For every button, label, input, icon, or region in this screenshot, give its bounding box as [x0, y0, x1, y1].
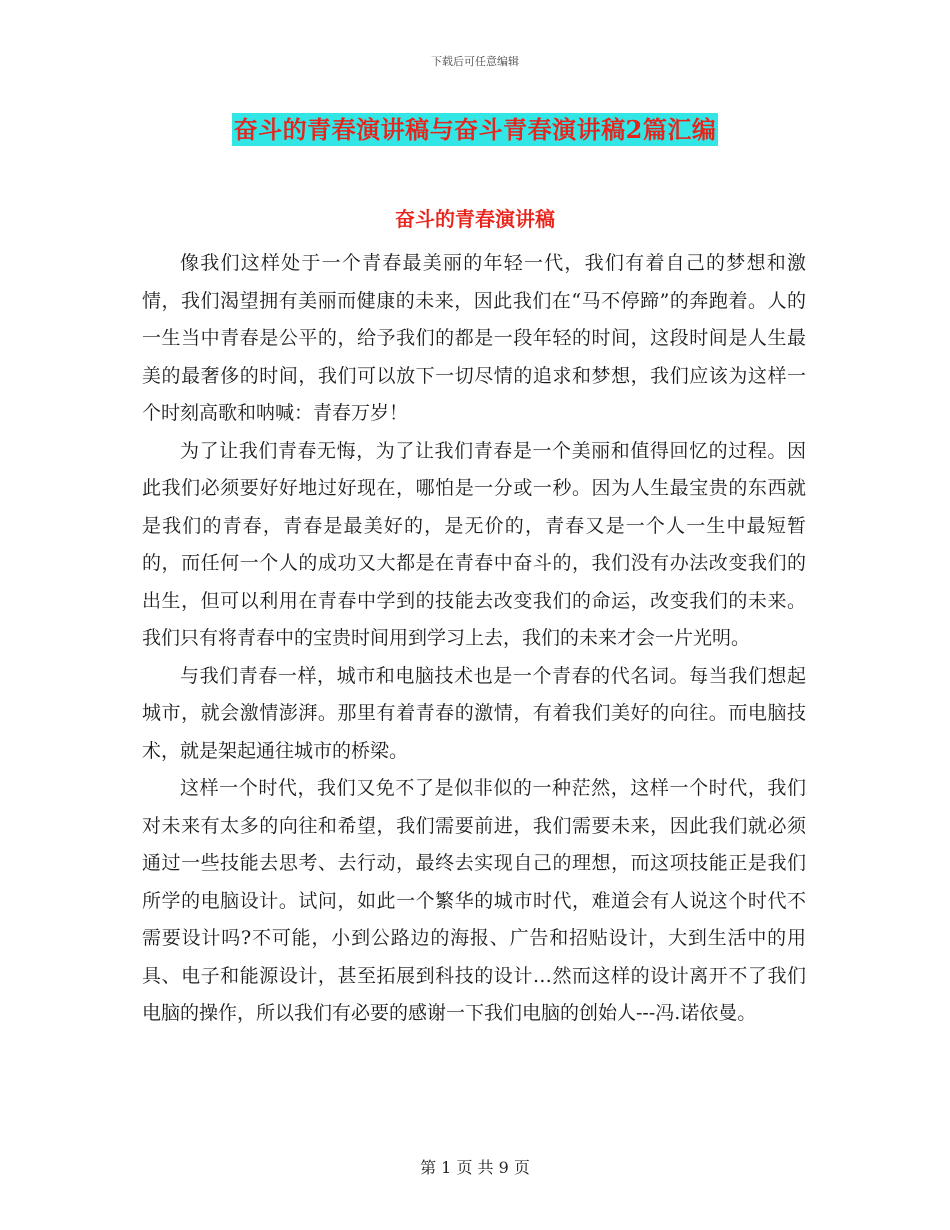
paragraph: 为了让我们青春无悔，为了让我们青春是一个美丽和值得回忆的过程。因此我们必须要好好地过好现在，哪怕是一分或一秒。因为人生最宝贵的东西就是我们的青春，青春是最美好的，是无价的，青春又是一个人一生中最短暂的，而任何一个人的成功又大都是在青春中奋斗的，我们没有办法改变我们的出生，但可以利用在青春中学到的技能去改变我们的命运，改变我们的未来。我们只有将青春中的宝贵时间用到学习上去，我们的未来才会一片光明。 [142, 439, 806, 649]
document-title [0, 110, 950, 145]
paragraph: 像我们这样处于一个青春最美丽的年轻一代，我们有着自己的梦想和激情，我们渴望拥有美丽而健康的未来，因此我们在“马不停蹄”的奔跑着。人的一生当中青春是公平的，给予我们的都是一段年轻的时间，这段时间是人生最美的最奢侈的时间，我们可以放下一切尽情的追求和梦想，我们应该为这样一个时刻高歌和呐喊：青春万岁！ [142, 252, 806, 424]
section-title: 奋斗的青春演讲稿 [395, 207, 555, 231]
page-footer: 第 1 页 共 9 页 [420, 1158, 530, 1177]
paragraph: 与我们青春一样，城市和电脑技术也是一个青春的代名词。每当我们想起城市，就会激情澎湃。那里有着青春的激情，有着我们美好的向往。而电脑技术，就是架起通往城市的桥梁。 [142, 664, 806, 762]
paragraph: 这样一个时代，我们又免不了是似非似的一种茫然，这样一个时代，我们对未来有太多的向往和希望，我们需要前进，我们需要未来，因此我们就必须通过一些技能去思考、去行动，最终去实现自己的理想，而这项技能正是我们所学的电脑设计。试问，如此一个繁华的城市时代，难道会有人说这个时代不需要设计吗?不可能，小到公路边的海报、广告和招贴设计，大到生活中的用具、电子和能源设计，甚至拓展到科技的设计…然而这样的设计离开不了我们电脑的操作，所以我们有必要的感谢一下我们电脑的创始人---冯.诺依曼。 [142, 777, 806, 1024]
header-note: 下载后可任意编辑 [431, 55, 519, 68]
body-text [142, 245, 806, 1033]
document-title-text: 奋斗的青春演讲稿与奋斗青春演讲稿2篇汇编 [233, 115, 717, 144]
